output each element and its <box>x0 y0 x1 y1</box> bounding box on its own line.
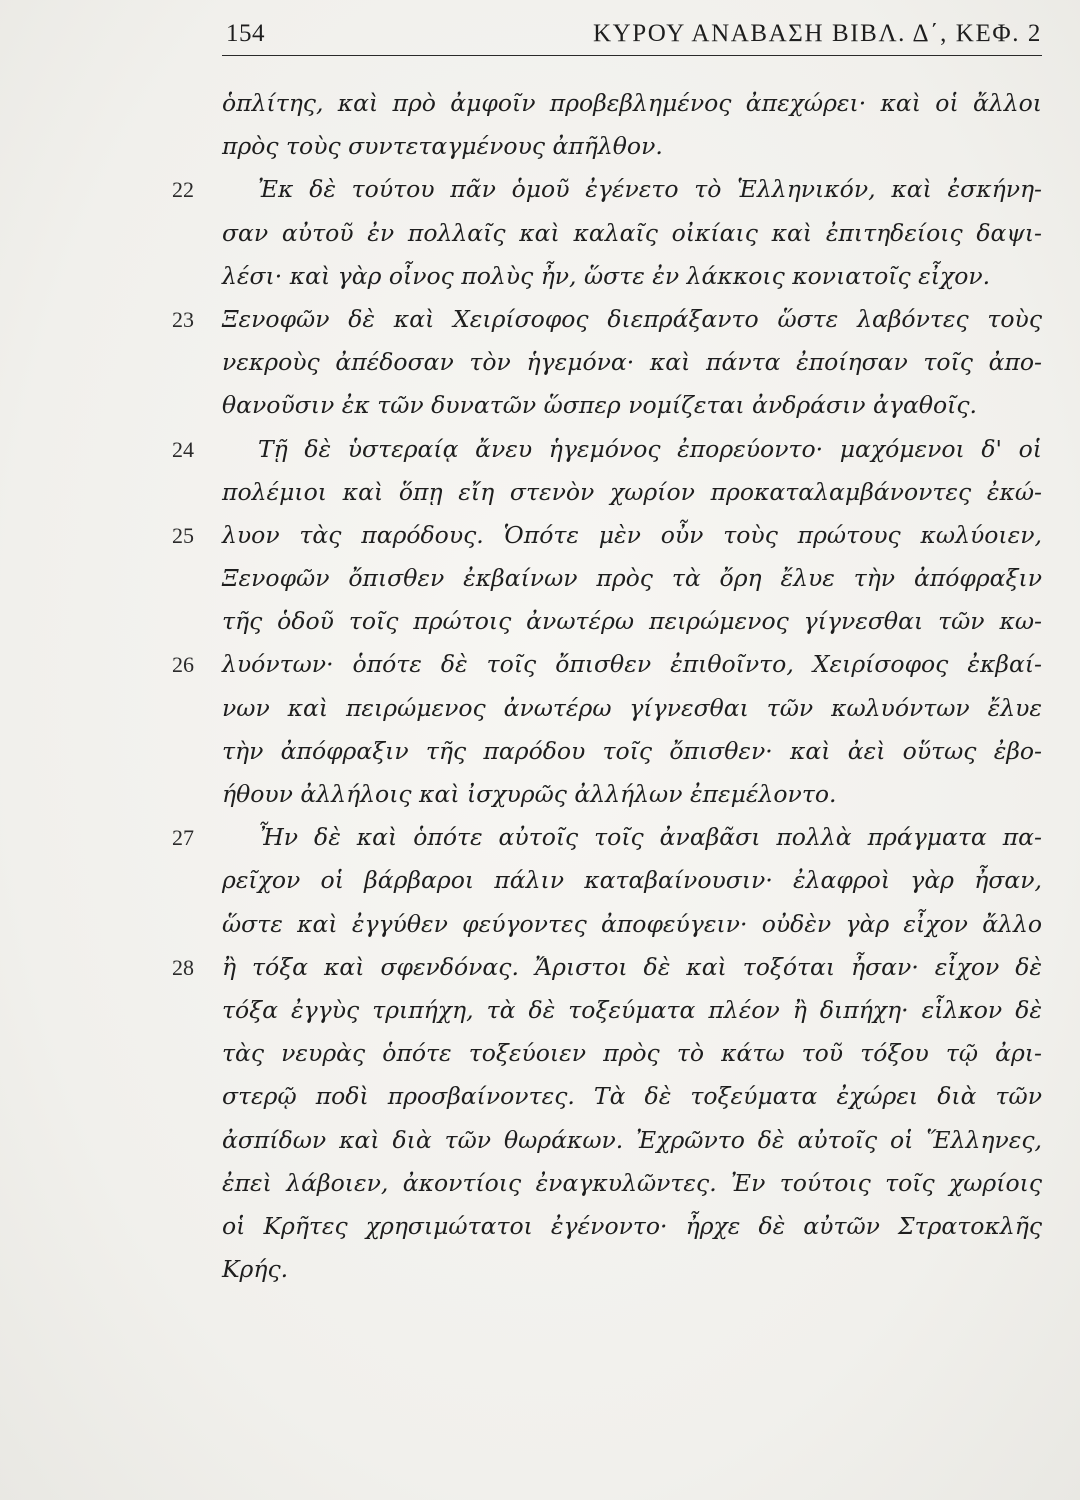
text-line <box>222 1032 1042 1075</box>
line-text: ρεῖχον οἱ βάρβαροι πάλιν καταβαίνουσιν· ἐλαφροὶ γὰρ ἦσαν, <box>222 866 1042 895</box>
line-text: πολέμιοι καὶ ὅπῃ εἴη στενὸν χωρίον προκαταλαμβάνοντες ἐκώ- <box>222 477 1042 506</box>
text-line <box>222 989 1042 1032</box>
section-number: 23 <box>172 306 194 332</box>
line-text: θανοῦσιν ἐκ τῶν δυνατῶν ὥσπερ νομίζεται ἀνδράσιν ἀγαθοῖς. <box>222 391 977 420</box>
section-number: 25 <box>172 522 194 548</box>
text-line <box>172 168 1042 211</box>
line-text: Ἦν δὲ καὶ ὁπότε αὐτοῖς τοῖς ἀναβᾶσι πολλὰ πράγματα πα- <box>258 823 1042 852</box>
text-line <box>222 125 1042 168</box>
line-text: ἢ τόξα καὶ σφενδόνας. Ἄριστοι δὲ καὶ τοξόται ἦσαν· εἶχον δὲ <box>222 952 1042 981</box>
text-line <box>222 903 1042 946</box>
line-text: Τῇ δὲ ὑστεραίᾳ ἄνευ ἡγεμόνος ἐπορεύοντο· μαχόμενοι δ' οἱ <box>258 434 1042 463</box>
text-line <box>172 816 1042 859</box>
text-line <box>172 643 1042 686</box>
line-text: ὥστε καὶ ἐγγύθεν φεύγοντες ἀποφεύγειν· οὐδὲν γὰρ εἶχον ἄλλο <box>222 909 1042 938</box>
text-line <box>222 1205 1042 1248</box>
text-line <box>222 600 1042 643</box>
text-line <box>222 341 1042 384</box>
text-line <box>222 82 1042 125</box>
line-text: τὰς νευρὰς ὁπότε τοξεύοιεν πρὸς τὸ κάτω τοῦ τόξου τῷ ἀρι- <box>222 1039 1042 1068</box>
line-text: Ξενοφῶν ὄπισθεν ἐκβαίνων πρὸς τὰ ὄρη ἔλυε τὴν ἀπόφραξιν <box>222 564 1042 593</box>
text-line <box>222 1119 1042 1162</box>
line-text: ἀσπίδων καὶ διὰ τῶν θωράκων. Ἐχρῶντο δὲ αὐτοῖς οἱ Ἕλληνες, <box>222 1125 1042 1154</box>
text-line <box>222 255 1042 298</box>
line-text: νων καὶ πειρώμενος ἀνωτέρω γίγνεσθαι τῶν κωλυόντων ἔλυε <box>222 693 1042 722</box>
line-text: σαν αὐτοῦ ἐν πολλαῖς καὶ καλαῖς οἰκίαις καὶ ἐπιτηδείοις δαψι- <box>222 218 1042 247</box>
line-text: ἐπεὶ λάβοιεν, ἀκοντίοις ἐναγκυλῶντες. Ἐν τούτοις τοῖς χωρίοις <box>222 1168 1042 1197</box>
section-number: 28 <box>172 954 194 980</box>
text-line <box>222 1248 1042 1291</box>
text-line <box>222 773 1042 816</box>
text-line <box>222 212 1042 255</box>
text-line <box>172 428 1042 471</box>
text-line <box>172 298 1042 341</box>
section-number: 26 <box>172 652 194 678</box>
line-text: τὴν ἀπόφραξιν τῆς παρόδου τοῖς ὄπισθεν· καὶ ἀεὶ οὕτως ἐβο- <box>222 736 1042 765</box>
line-text: λυόντων· ὁπότε δὲ τοῖς ὄπισθεν ἐπιθοῖντο, Χειρίσοφος ἐκβαί- <box>222 650 1042 679</box>
line-text: Ἐκ δὲ τούτου πᾶν ὁμοῦ ἐγένετο τὸ Ἑλληνικόν, καὶ ἐσκήνη- <box>258 175 1042 204</box>
text-block <box>172 82 1042 1291</box>
section-number: 24 <box>172 436 194 462</box>
line-text: τῆς ὁδοῦ τοῖς πρώτοις ἀνωτέρω πειρώμενος γίγνεσθαι τῶν κω- <box>222 607 1042 636</box>
text-line <box>222 557 1042 600</box>
running-head: ΚΥΡΟΥ ΑΝΑΒΑΣΗ ΒΙΒΛ. Δ΄, ΚΕΦ. 2 <box>593 20 1042 47</box>
header-rule <box>222 55 1042 56</box>
text-line <box>222 730 1042 773</box>
line-text: στερῷ ποδὶ προσβαίνοντες. Τὰ δὲ τοξεύματα ἐχώρει διὰ τῶν <box>222 1082 1042 1111</box>
text-line <box>222 1162 1042 1205</box>
line-text: ήθουν ἀλλήλοις καὶ ἰσχυρῶς ἀλλήλων ἐπεμέλοντο. <box>222 780 837 808</box>
line-text: τόξα ἐγγὺς τριπήχη, τὰ δὲ τοξεύματα πλέον ἢ διπήχη· εἷλκον δὲ <box>222 995 1042 1024</box>
line-text: λυον τὰς παρόδους. Ὁπότε μὲν οὖν τοὺς πρώτους κωλύοιεν, <box>222 520 1042 549</box>
page-number: 154 <box>226 20 265 47</box>
text-line <box>222 384 1042 427</box>
line-text: οἱ Κρῆτες χρησιμώτατοι ἐγένοντο· ἦρχε δὲ αὐτῶν Στρατοκλῆς <box>222 1211 1042 1240</box>
text-line <box>222 471 1042 514</box>
line-text: Ξενοφῶν δὲ καὶ Χειρίσοφος διεπράξαντο ὥστε λαβόντες τοὺς <box>222 304 1042 333</box>
page-header <box>222 14 1042 54</box>
text-line <box>222 687 1042 730</box>
line-text: νεκροὺς ἀπέδοσαν τὸν ἡγεμόνα· καὶ πάντα ἐποίησαν τοῖς ἀπο- <box>222 348 1042 377</box>
line-text: ὁπλίτης, καὶ πρὸ ἀμφοῖν προβεβλημένος ἀπεχώρει· καὶ οἱ ἄλλοι <box>222 89 1042 117</box>
line-text: Κρής. <box>222 1255 289 1284</box>
section-number: 27 <box>172 825 194 851</box>
text-line <box>222 1075 1042 1118</box>
line-text: λέσι· καὶ γὰρ οἶνος πολὺς ἦν, ὥστε ἐν λάκκοις κονιατοῖς εἶχον. <box>222 261 991 290</box>
text-line <box>172 946 1042 989</box>
line-text: πρὸς τοὺς συντεταγμένους ἀπῆλθον. <box>222 132 663 161</box>
text-line <box>222 859 1042 902</box>
section-number: 22 <box>172 177 194 203</box>
text-line <box>172 514 1042 557</box>
